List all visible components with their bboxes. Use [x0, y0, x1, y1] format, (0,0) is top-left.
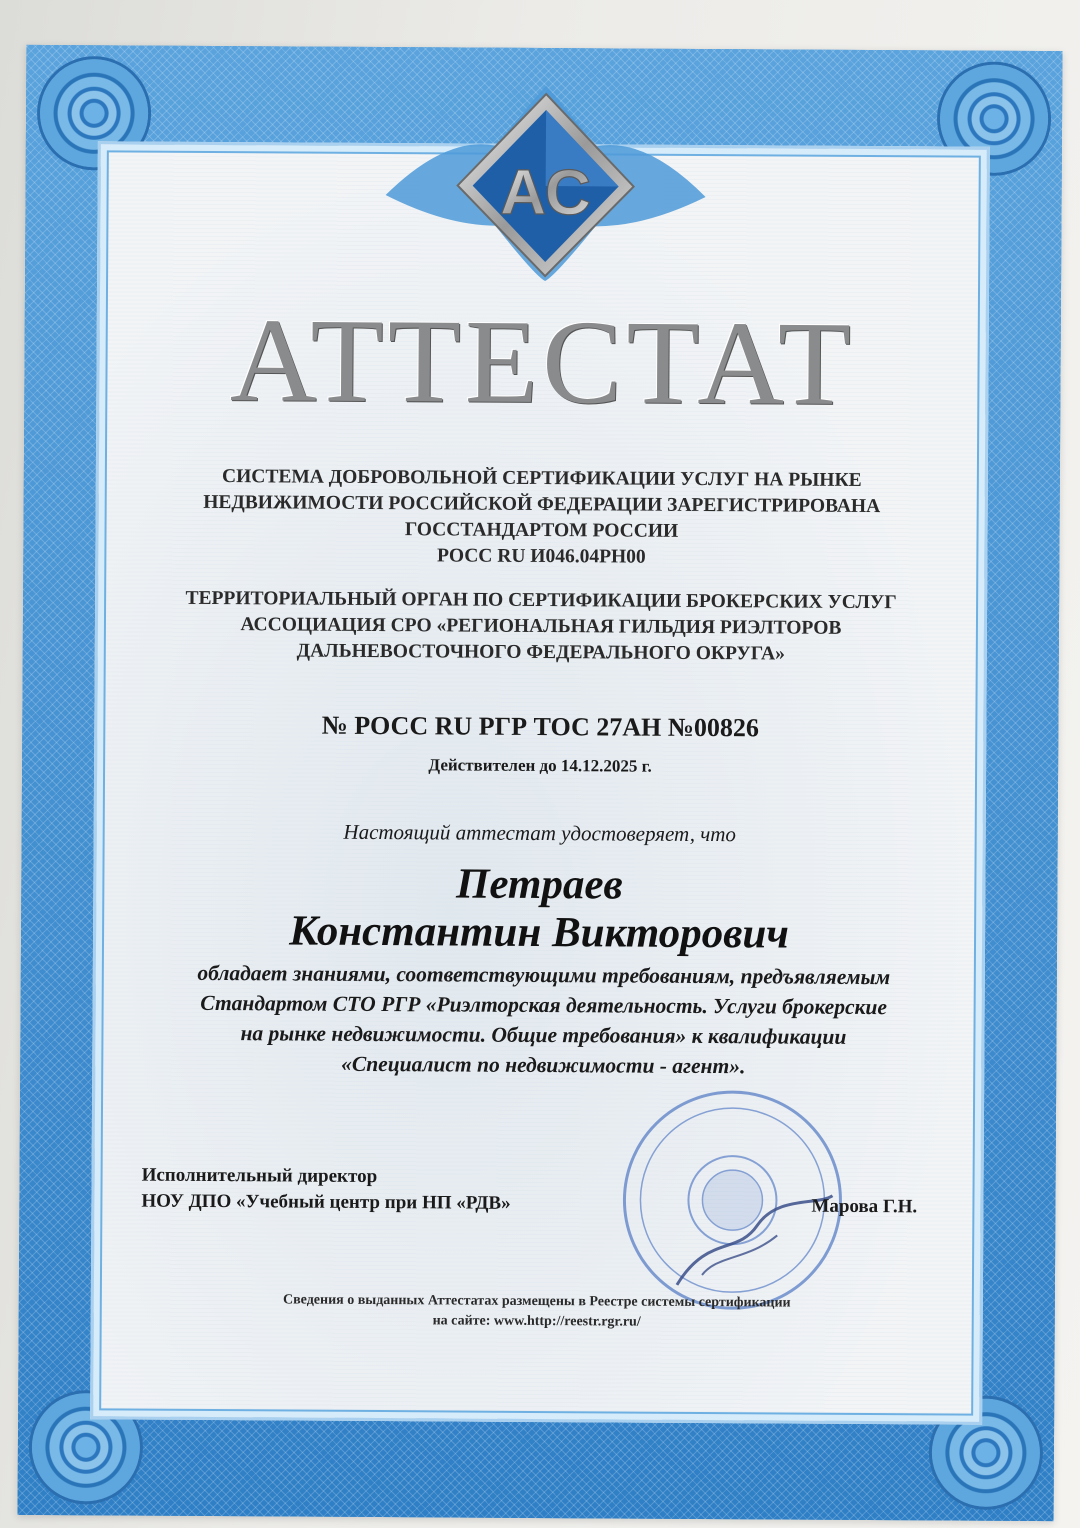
holder-surname: Петраев — [455, 860, 623, 909]
organ-line: АССОЦИАЦИЯ СРО «РЕГИОНАЛЬНАЯ ГИЛЬДИЯ РИЭЛТОРОВ — [240, 614, 842, 639]
certificate-title: АТТЕСТАТ — [229, 293, 856, 430]
emblem-icon — [385, 75, 706, 287]
holder-given-names: Константин Викторович — [289, 907, 790, 958]
footer-line: Сведения о выданных Аттестатах размещены в Реестре системы сертификации — [282, 1292, 791, 1311]
certify-text: Настоящий аттестат удостоверяет, что — [343, 819, 736, 847]
footer-line: на сайте: www.http://reestr.rgr.ru/ — [432, 1313, 641, 1330]
organ-line: ДАЛЬНЕВОСТОЧНОГО ФЕДЕРАЛЬНОГО ОКРУГА» — [296, 640, 785, 665]
description-line: Стандартом СТО РГР «Риэлторская деятельность. Услуги брокерские — [200, 990, 888, 1020]
description-line: обладает знаниями, соответствующими требованиям, предъявляемым — [197, 960, 891, 990]
valid-until: Действителен до 14.12.2025 г. — [428, 755, 652, 776]
system-line: РОСС RU И046.04РН00 — [436, 545, 646, 568]
organ-line: ТЕРРИТОРИАЛЬНЫЙ ОРГАН ПО СЕРТИФИКАЦИИ БРОКЕРСКИХ УСЛУГ — [185, 587, 897, 614]
executive-org: НОУ ДПО «Учебный центр при НП «РДВ» — [141, 1190, 511, 1214]
certificate-sheet — [18, 45, 1063, 1521]
registry-footer — [79, 1289, 995, 1335]
system-line: НЕДВИЖИМОСТИ РОССИЙСКОЙ ФЕДЕРАЦИИ ЗАРЕГИСТРИРОВАНА — [203, 491, 881, 518]
signer-name: Марова Г.Н. — [811, 1195, 918, 1218]
description-line: на рынке недвижимости. Общие требования» к квалификации — [240, 1021, 847, 1049]
emblem-letters: АС — [499, 155, 592, 229]
system-line: СИСТЕМА ДОБРОВОЛЬНОЙ СЕРТИФИКАЦИИ УСЛУГ НА РЫНКЕ — [221, 466, 862, 491]
certificate-number: № РОСС RU РГР ТОС 27АН №00826 — [321, 710, 760, 743]
executive-block — [141, 1163, 510, 1217]
qualification-description — [130, 958, 957, 1083]
system-info — [83, 463, 1000, 573]
description-line: «Специалист по недвижимости - агент». — [341, 1051, 746, 1079]
system-line: ГОССТАНДАРТОМ РОССИИ — [404, 519, 679, 542]
executive-title: Исполнительный директор — [141, 1164, 378, 1188]
organ-info — [83, 585, 999, 669]
